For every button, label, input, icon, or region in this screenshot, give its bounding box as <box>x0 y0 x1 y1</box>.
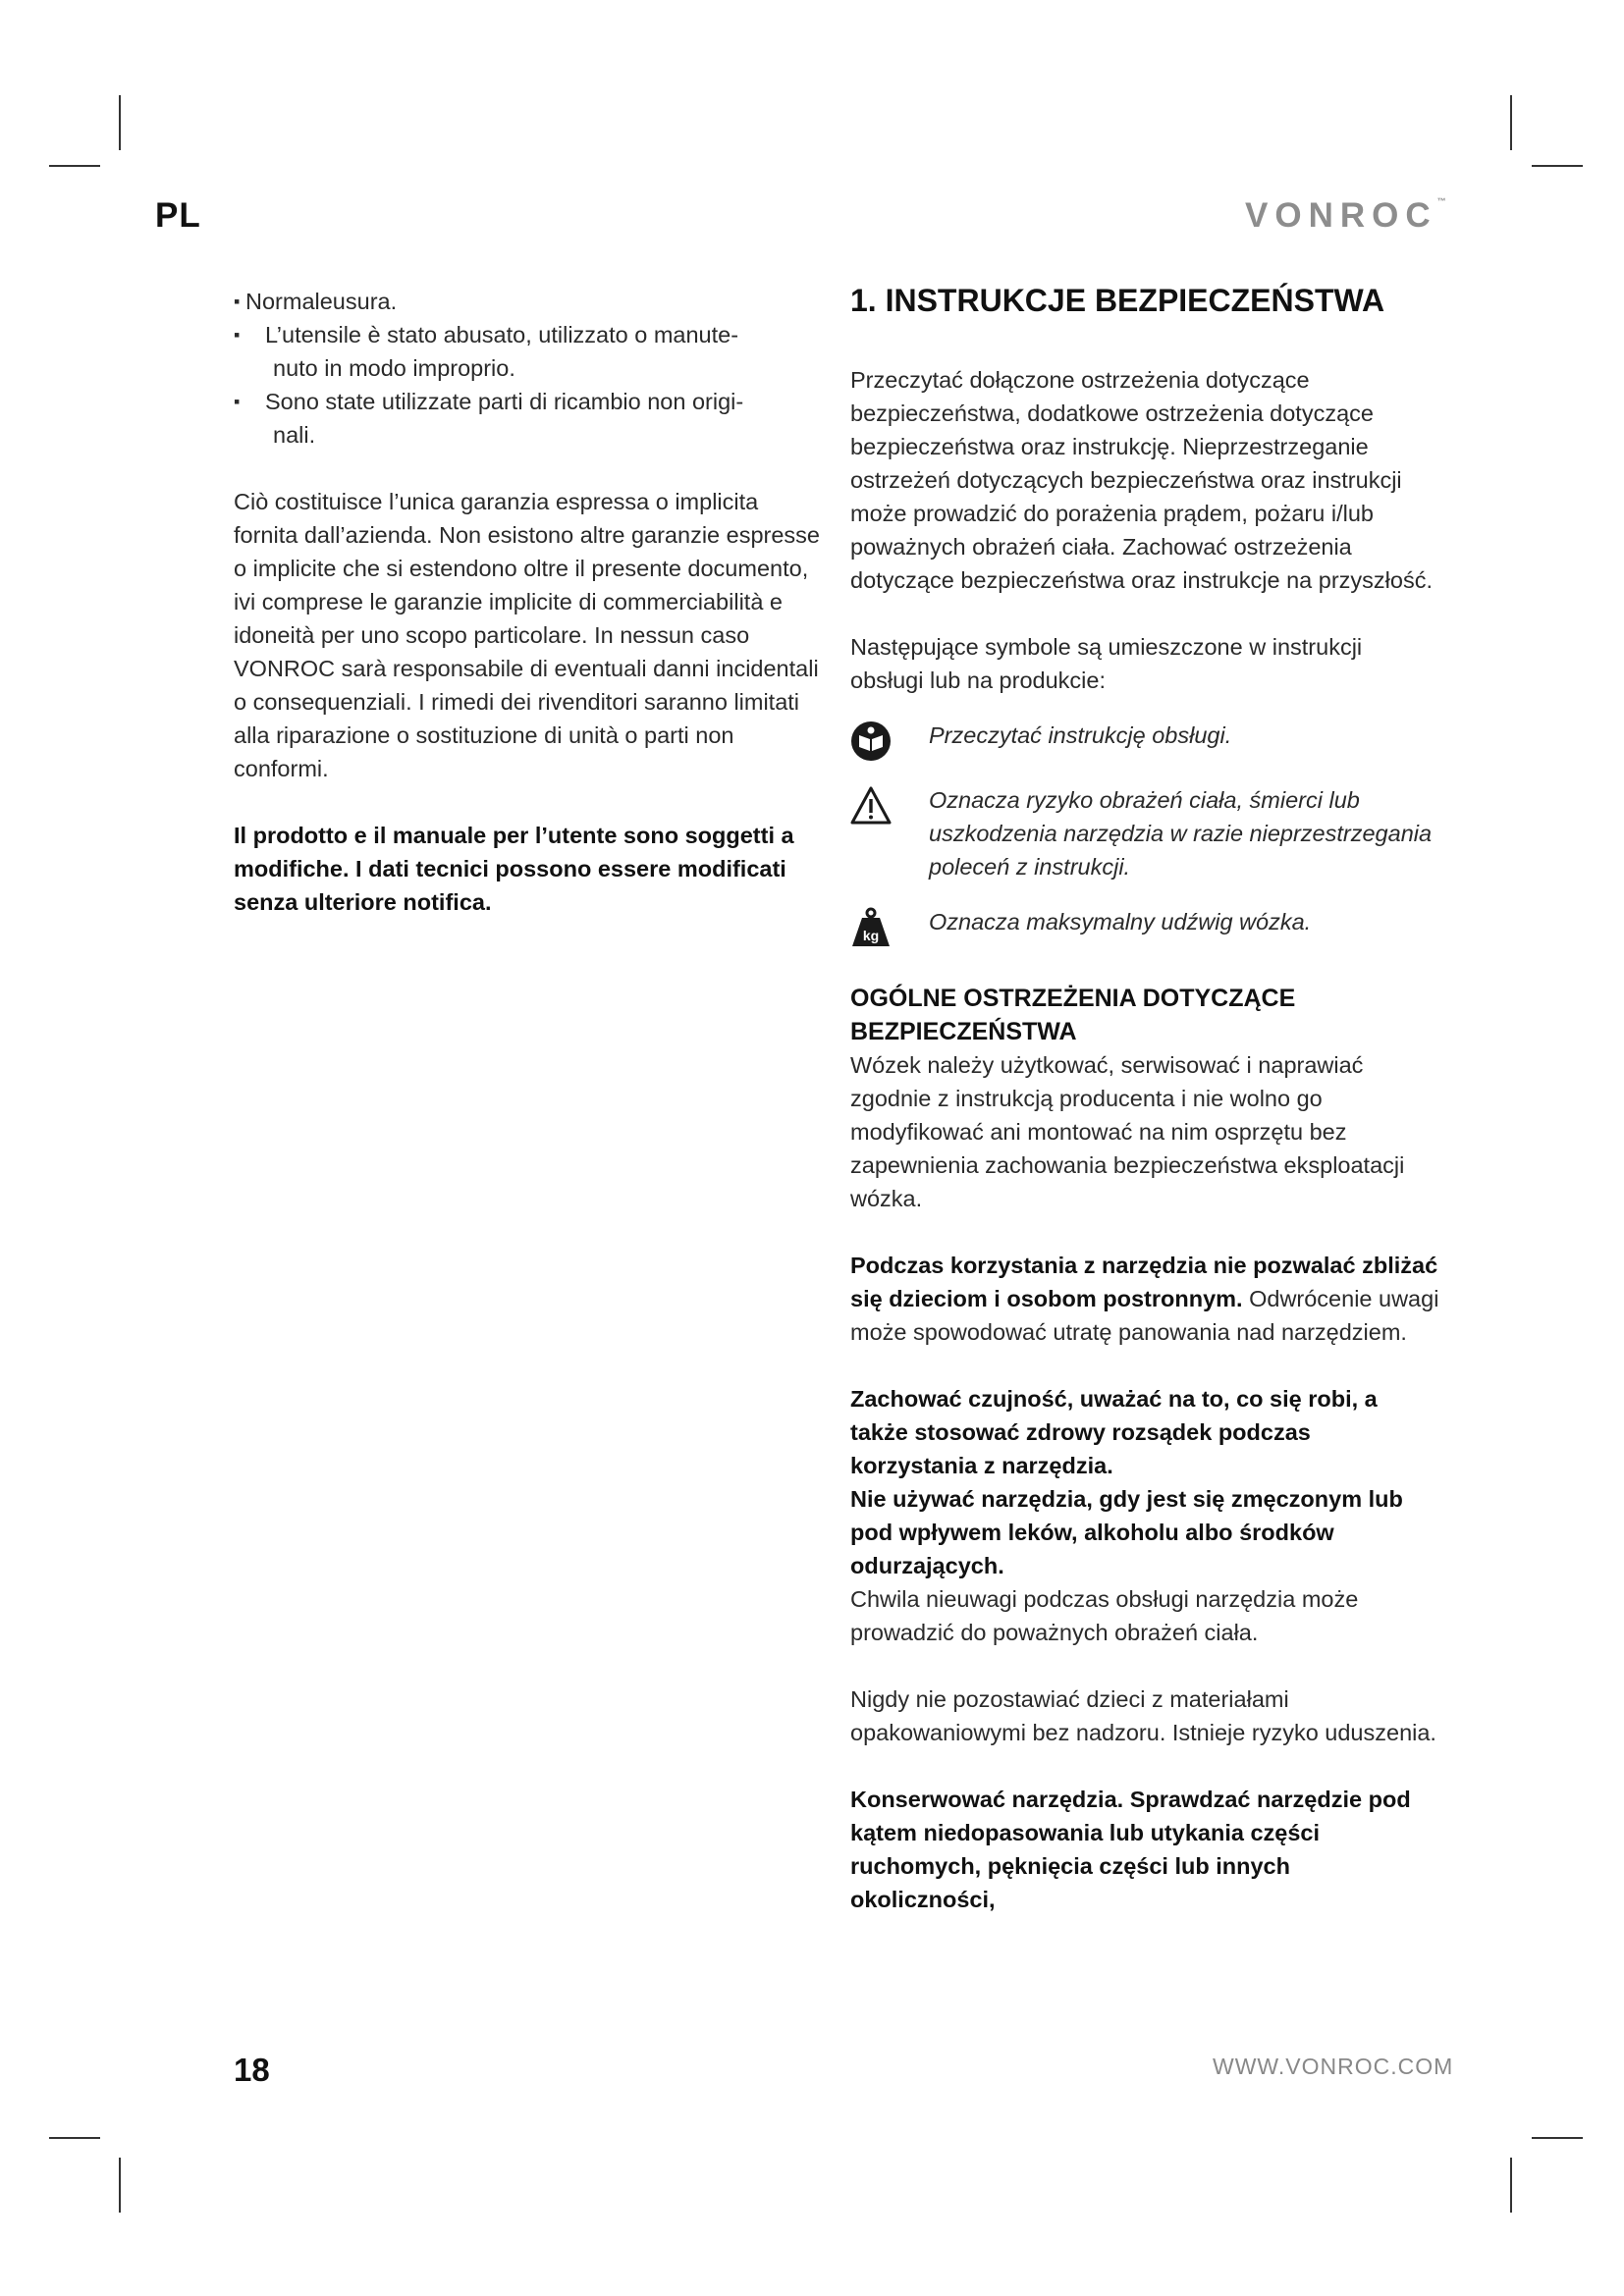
trademark-symbol: ™ <box>1436 196 1446 206</box>
general-warnings-heading: OGÓLNE OSTRZEŻENIA DOTYCZĄCE BEZPIECZEŃSTWA <box>850 985 1296 1045</box>
crop-mark <box>49 2137 100 2139</box>
weight-kg-icon <box>850 907 892 948</box>
list-item <box>234 285 823 318</box>
symbols-intro: Następujące symbole są umieszczone w instrukcji obsługi lub na produkcie: <box>850 634 1363 693</box>
children-warning-text: Odwrócenie uwagi może spowodować utratę panowania nad narzędziem. <box>850 1286 1439 1345</box>
crop-mark <box>1532 2137 1583 2139</box>
list-item-text-continued: nali. <box>273 422 316 448</box>
children-warning <box>850 1249 1439 1349</box>
packaging-warning: Nigdy nie pozostawiać dzieci z materiałami opakowaniowymi bez nadzoru. Istnieje ryzyko uduszenia. <box>850 1686 1436 1745</box>
inattention-warning: Chwila nieuwagi podczas obsługi narzędzia może prowadzić do poważnych obrażeń ciała. <box>850 1586 1359 1645</box>
general-warnings-paragraph: Wózek należy użytkować, serwisować i naprawiać zgodnie z instrukcją producenta i nie wolno go modyfikować ani montować na nim osprzętu bez zapewnienia zachowania bezpieczeństwa eksploatacji wózka. <box>850 1052 1405 1211</box>
maintenance-warning: Konserwować narzędzia. Sprawdzać narzędzie pod kątem niedopasowania lub utykania części ruchomych, pęknięcia części lub innych okoliczności, <box>850 1787 1411 1912</box>
symbol-description: Przeczytać instrukcję obsługi. <box>929 722 1232 748</box>
children-warning-bold: Podczas korzystania z narzędzia nie pozwalać zbliżać się dzieciom i osobom postronnym. <box>850 1253 1438 1311</box>
list-item-text: Sono state utilizzate parti di ricambio non origi- <box>265 389 744 414</box>
symbol-row-warning <box>850 783 1439 883</box>
brand-logo <box>1245 196 1446 236</box>
list-item-text-continued: nuto in modo improprio. <box>273 355 515 381</box>
crop-mark <box>49 165 100 167</box>
alertness-warning: Zachować czujność, uważać na to, co się robi, a także stosować zdrowy rozsądek podczas korzystania z narzędzia. <box>850 1386 1378 1478</box>
language-code: PL <box>155 196 201 235</box>
list-item <box>234 318 823 385</box>
symbol-description: Oznacza maksymalny udźwig wózka. <box>929 909 1312 934</box>
symbol-description: Oznacza ryzyko obrażeń ciała, śmierci lub uszkodzenia narzędzia w razie nieprzestrzegania poleceń z instrukcji. <box>929 787 1433 880</box>
website-link[interactable]: WWW.VONROC.COM <box>1213 2054 1454 2079</box>
section-heading: 1. INSTRUKCJE BEZPIECZEŃSTWA <box>850 283 1385 318</box>
crop-mark <box>1510 2158 1512 2213</box>
crop-mark <box>119 2158 121 2213</box>
list-item-text: Normaleusura. <box>245 289 398 314</box>
list-item-text: L’utensile è stato abusato, utilizzato o manute- <box>265 322 739 347</box>
weight-kg-label: kg <box>862 928 880 943</box>
page-number: 18 <box>234 2052 270 2088</box>
fatigue-warning: Nie używać narzędzia, gdy jest się zmęczonym lub pod wpływem leków, alkoholu albo środków odurzających. <box>850 1486 1403 1578</box>
symbol-row-manual <box>850 719 1439 762</box>
list-item <box>234 385 823 452</box>
read-manual-icon <box>850 721 892 762</box>
warranty-paragraph: Ciò costituisce l’unica garanzia espressa o implicita fornita dall’azienda. Non esistono altre garanzie espresse o implicite che si estendono oltre il presente documento, ivi comprese le garanzie implicite di commerciabilità e idoneità per uno scopo particolare. In nessun caso VONROC sarà responsabile di eventuali danni incidentali o consequenziali. I rimedi dei rivenditori saranno limitati alla riparazione o sostituzione di unità o parti non conformi. <box>234 489 820 781</box>
brand-name: VONROC <box>1245 196 1437 235</box>
left-column <box>234 285 823 919</box>
intro-paragraph: Przeczytać dołączone ostrzeżenia dotyczące bezpieczeństwa, dodatkowe ostrzeżenia dotyczące bezpieczeństwa oraz instrukcję. Nieprzestrzeganie ostrzeżeń dotyczących bezpieczeństwa oraz instrukcji może prowadzić do porażenia prądem, pożaru i/lub poważnych obrażeń ciała. Zachować ostrzeżenia dotyczące bezpieczeństwa oraz instrukcje na przyszłość. <box>850 367 1433 593</box>
warranty-exclusion-list <box>234 285 823 452</box>
crop-mark <box>1532 165 1583 167</box>
change-notice: Il prodotto e il manuale per l’utente sono soggetti a modifiche. I dati tecnici possono essere modificati senza ulteriore notifica. <box>234 823 794 915</box>
symbol-row-weight <box>850 905 1439 948</box>
crop-mark <box>119 95 121 150</box>
warning-triangle-icon <box>850 785 892 827</box>
crop-mark <box>1510 95 1512 150</box>
right-column <box>850 275 1439 1916</box>
